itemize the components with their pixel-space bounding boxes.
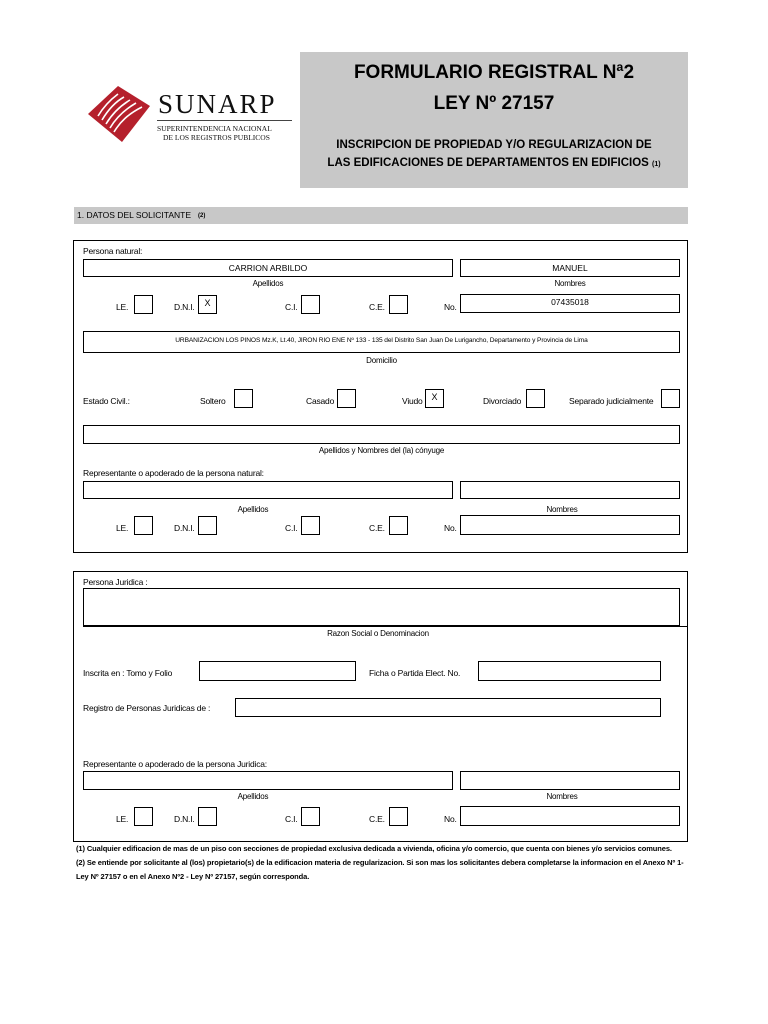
rep-juridica-no-label: No. — [444, 814, 457, 824]
logo-subtitle-2: DE LOS REGISTROS PUBLICOS — [163, 133, 270, 142]
dni-label: D.N.I. — [174, 302, 195, 312]
estado-civil-label: Estado Civil.: — [83, 396, 130, 406]
le-checkbox[interactable] — [134, 295, 153, 314]
viudo-checkbox[interactable]: X — [425, 389, 444, 408]
dni-checkbox[interactable]: X — [198, 295, 217, 314]
sunarp-logo-icon — [88, 86, 150, 142]
logo-wordmark: SUNARP — [158, 89, 277, 119]
rep-natural-ci-checkbox[interactable] — [301, 516, 320, 535]
nombres-field[interactable]: MANUEL — [460, 259, 680, 277]
rep-natural-le-label: LE. — [116, 523, 129, 533]
rep-natural-ce-label: C.E. — [369, 523, 385, 533]
form-subtitle-1: INSCRIPCION DE PROPIEDAD Y/O REGULARIZACION DE — [336, 139, 652, 151]
no-label: No. — [444, 302, 457, 312]
form-subtitle-2: LAS EDIFICACIONES DE DEPARTAMENTOS EN EDIFICIOS (1) — [327, 157, 661, 169]
soltero-label: Soltero — [200, 396, 226, 406]
rep-natural-dni-label: D.N.I. — [174, 523, 195, 533]
rep-natural-apellidos-field[interactable] — [83, 481, 453, 499]
form-header — [300, 52, 688, 188]
rep-juridica-ce-label: C.E. — [369, 814, 385, 824]
rep-natural-nombres-label: Nombres — [546, 505, 578, 514]
representante-juridica-heading: Representante o apoderado de la persona Juridica: — [83, 759, 267, 769]
apellidos-field[interactable]: CARRION ARBILDO — [83, 259, 453, 277]
rep-natural-no-label: No. — [444, 523, 457, 533]
rep-natural-number-field[interactable] — [460, 515, 680, 535]
separado-checkbox[interactable] — [661, 389, 680, 408]
rep-juridica-ci-checkbox[interactable] — [301, 807, 320, 826]
rep-juridica-dni-checkbox[interactable] — [198, 807, 217, 826]
ce-label: C.E. — [369, 302, 385, 312]
ficha-partida-field[interactable] — [478, 661, 661, 681]
soltero-checkbox[interactable] — [234, 389, 253, 408]
nombres-label: Nombres — [554, 279, 586, 288]
rep-natural-ce-checkbox[interactable] — [389, 516, 408, 535]
conyuge-label: Apellidos y Nombres del (la) cónyuge — [318, 446, 445, 455]
rep-juridica-ce-checkbox[interactable] — [389, 807, 408, 826]
rep-juridica-le-checkbox[interactable] — [134, 807, 153, 826]
logo-subtitle-1: SUPERINTENDENCIA NACIONAL — [157, 124, 272, 133]
separado-label: Separado judicialmente — [569, 396, 654, 406]
apellidos-label: Apellidos — [252, 279, 284, 288]
inscrita-label: Inscrita en : Tomo y Folio — [83, 668, 173, 678]
ficha-label: Ficha o Partida Elect. No. — [369, 668, 461, 678]
rep-juridica-apellidos-label: Apellidos — [237, 792, 269, 801]
casado-label: Casado — [306, 396, 335, 406]
divorciado-checkbox[interactable] — [526, 389, 545, 408]
le-label: LE. — [116, 302, 129, 312]
rep-natural-ci-label: C.I. — [285, 523, 298, 533]
rep-juridica-le-label: LE. — [116, 814, 129, 824]
rep-natural-le-checkbox[interactable] — [134, 516, 153, 535]
registro-field[interactable] — [235, 698, 661, 717]
rep-juridica-nombres-label: Nombres — [546, 792, 578, 801]
rep-juridica-ci-label: C.I. — [285, 814, 298, 824]
law-number: LEY Nº 27157 — [433, 93, 555, 114]
rep-natural-dni-checkbox[interactable] — [198, 516, 217, 535]
registro-label: Registro de Personas Juridicas de : — [83, 703, 211, 713]
rep-juridica-number-field[interactable] — [460, 806, 680, 826]
rep-natural-apellidos-label: Apellidos — [237, 505, 269, 514]
rep-juridica-dni-label: D.N.I. — [174, 814, 195, 824]
domicilio-label: Domicilio — [366, 356, 397, 365]
domicilio-field[interactable]: URBANIZACION LOS PINOS Mz.K, Lt.40, JIRON RIO ENE Nº 133 - 135 del Distrito San Juan De Lurigancho, Departamento y Provincia de Lima — [83, 331, 680, 353]
conyuge-field[interactable] — [83, 425, 680, 444]
logo-divider — [157, 120, 292, 121]
razon-social-field[interactable] — [83, 588, 680, 626]
casado-checkbox[interactable] — [337, 389, 356, 408]
ci-checkbox[interactable] — [301, 295, 320, 314]
razon-social-label: Razon Social o Denominacion — [327, 629, 429, 638]
ci-label: C.I. — [285, 302, 298, 312]
ce-checkbox[interactable] — [389, 295, 408, 314]
representante-natural-heading: Representante o apoderado de la persona natural: — [83, 468, 264, 478]
persona-juridica-heading: Persona Juridica : — [83, 577, 148, 587]
footnote-1: (1) Cualquier edificacion de mas de un piso con secciones de propiedad exclusiva dedicada a vivienda, oficina y/o comercio, que cuenta con bienes y/o servicios comunes. — [76, 844, 672, 853]
document-number-field[interactable]: 07435018 — [460, 294, 680, 313]
viudo-label: Viudo — [402, 396, 423, 406]
rep-natural-nombres-field[interactable] — [460, 481, 680, 499]
section-header: 1. DATOS DEL SOLICITANTE (2) — [74, 207, 688, 224]
divorciado-label: Divorciado — [483, 396, 522, 406]
persona-natural-heading: Persona natural: — [83, 246, 143, 256]
rep-juridica-apellidos-field[interactable] — [83, 771, 453, 790]
tomo-folio-field[interactable] — [199, 661, 356, 681]
rep-juridica-nombres-field[interactable] — [460, 771, 680, 790]
razon-social-divider — [83, 626, 688, 627]
footnote-2-line2: Ley Nº 27157 o en el Anexo Nº2 - Ley Nº 27157, según corresponda. — [76, 872, 310, 881]
form-title: FORMULARIO REGISTRAL Nª2 — [353, 62, 635, 83]
footnote-2-line1: (2) Se entiende por solicitante al (los) propietario(s) de la edificacion materia de regularizacion. Si son mas los solicitantes debera completarse la informacion en el Anexo Nº 1- — [76, 858, 684, 867]
